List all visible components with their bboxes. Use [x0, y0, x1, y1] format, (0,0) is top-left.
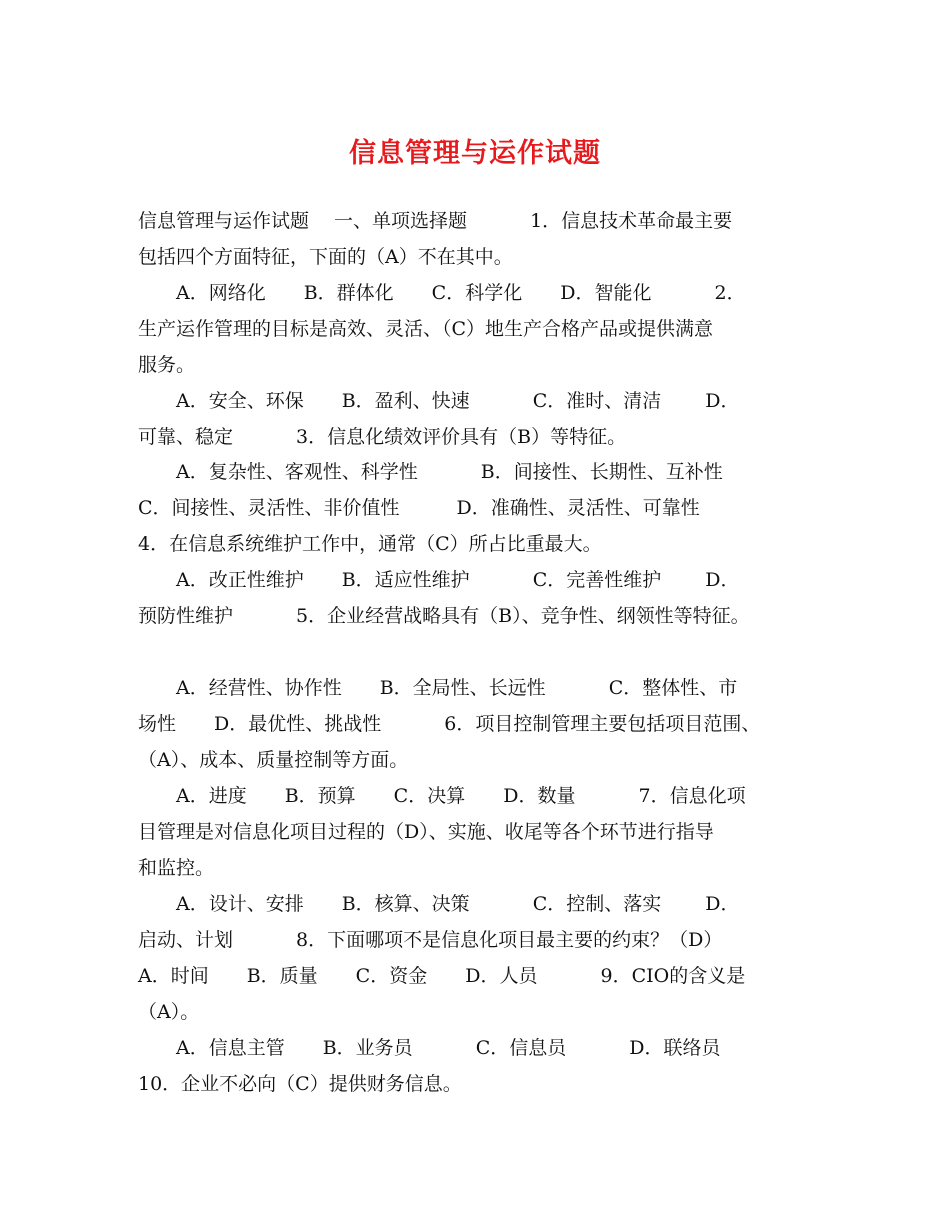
text-line: A．时间 B．质量 C．资金 D．人员 9．CIO的含义是 [138, 965, 746, 987]
text-line: A．信息主管 B．业务员 C．信息员 D．联络员 [138, 1037, 721, 1059]
text-line: A．复杂性、客观性、科学性 B．间接性、长期性、互补性 [138, 461, 723, 483]
text-line: 4．在信息系统维护工作中，通常（C）所占比重最大。 [138, 533, 602, 555]
text-line: 包括四个方面特征，下面的（A）不在其中。 [138, 246, 513, 268]
text-line: A．改正性维护 B．适应性维护 C．完善性维护 D． [138, 569, 740, 591]
text-line: （A）、成本、质量控制等方面。 [138, 749, 409, 771]
text-line: 和监控。 [138, 857, 215, 879]
text-line: A．设计、安排 B．核算、决策 C．控制、落实 D． [138, 893, 740, 915]
text-line: 目管理是对信息化项目过程的（D）、实施、收尾等各个环节进行指导 [138, 821, 714, 843]
text-line: 场性 D．最优性、挑战性 6．项目控制管理主要包括项目范围、 [138, 713, 761, 735]
document-title: 信息管理与运作试题 [349, 138, 601, 169]
text-line: A．安全、环保 B．盈利、快速 C．准时、清洁 D． [138, 390, 740, 412]
text-line: 服务。 [138, 354, 196, 376]
text-line: （A）。 [138, 1001, 200, 1023]
text-line: A．经营性、协作性 B．全局性、长远性 C．整体性、市 [138, 677, 738, 699]
text-line: C．间接性、灵活性、非价值性 D．准确性、灵活性、可靠性 [138, 497, 700, 519]
text-line: A．进度 B．预算 C．决算 D．数量 7．信息化项 [138, 785, 746, 807]
text-line: 可靠、稳定 3．信息化绩效评价具有（B）等特征。 [138, 426, 627, 448]
text-line: A．网络化 B．群体化 C．科学化 D．智能化 2． [138, 282, 746, 304]
text-line: 预防性维护 5．企业经营战略具有（B）、竞争性、纲领性等特征。 [138, 605, 750, 627]
text-line: 启动、计划 8．下面哪项不是信息化项目最主要的约束？（D） [138, 929, 723, 951]
text-line: 信息管理与运作试题 一、单项选择题 1．信息技术革命最主要 [138, 210, 733, 232]
text-line: 生产运作管理的目标是高效、灵活、（C）地生产合格产品或提供满意 [138, 318, 714, 340]
text-line: 10．企业不必向（C）提供财务信息。 [138, 1073, 462, 1095]
